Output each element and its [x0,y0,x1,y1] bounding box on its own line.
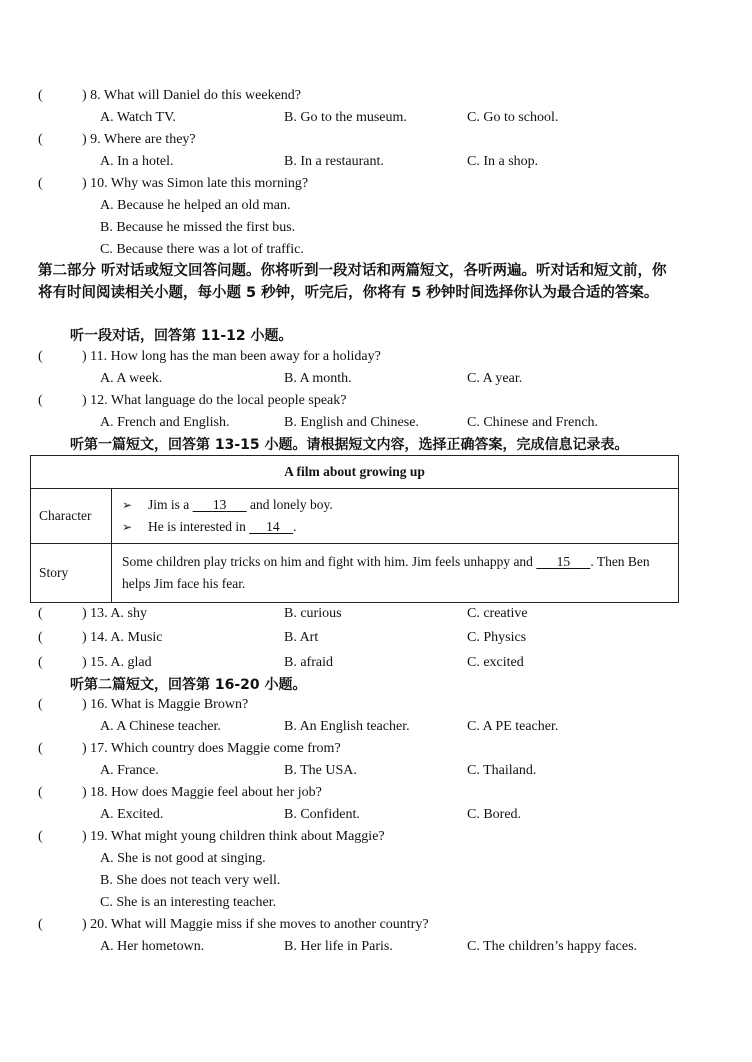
info-record-table [30,455,679,603]
question-text[interactable]: ) 14. A. Music [82,630,163,645]
question-text: ) 19. What might young children think about Maggie? [82,829,385,844]
option-c[interactable]: C. excited [467,655,524,670]
answer-bracket[interactable]: ( [38,630,43,645]
part2-heading: 第二部分 听对话或短文回答问题。你将听到一段对话和两篇短文，各听两遍。听对话和短文前，你将有时间阅读相关小题，每小题 5 秒钟，听完后，你将有 5 秒钟时间选择你认为最合适的答案。 [38,263,667,301]
option-a[interactable]: A. Her hometown. [100,939,205,954]
answer-bracket[interactable]: ( [38,829,43,844]
answer-bracket[interactable]: ( [38,132,43,147]
answer-bracket[interactable]: ( [38,785,43,800]
option-b[interactable]: B. Confident. [284,807,360,822]
option-c[interactable]: C. Because there was a lot of traffic. [100,242,304,257]
option-c[interactable]: C. Bored. [467,807,522,822]
answer-bracket[interactable]: ( [38,88,43,103]
option-c[interactable]: C. Chinese and French. [467,415,599,430]
option-c[interactable]: C. Physics [467,630,527,645]
option-b[interactable]: B. The USA. [284,763,357,778]
character-label: Character [31,489,112,544]
question-text: ) 17. Which country does Maggie come from? [82,741,341,756]
story-cell [112,544,679,603]
option-b[interactable]: B. In a restaurant. [284,154,384,169]
option-c[interactable]: C. creative [467,606,528,621]
line-text: and lonely boy. [250,497,333,512]
story-label: Story [31,544,112,603]
option-a[interactable]: A. Excited. [100,807,164,822]
character-cell [112,489,679,544]
question-text[interactable]: ) 15. A. glad [82,655,152,670]
question-text: ) 20. What will Maggie miss if she moves to another country? [82,917,429,932]
question-text: ) 9. Where are they? [82,132,196,147]
answer-bracket[interactable]: ( [38,393,43,408]
question-text: ) 10. Why was Simon late this morning? [82,176,309,191]
blank-number: 15 [556,554,571,569]
passage1-heading: 听第一篇短文，回答第 13-15 小题。请根据短文内容，选择正确答案，完成信息记录表。 [70,437,629,453]
answer-bracket[interactable]: ( [38,176,43,191]
option-c[interactable]: C. The children’s happy faces. [467,939,638,954]
blank-number: 14 [266,519,280,534]
option-b[interactable]: B. An English teacher. [284,719,410,734]
option-b[interactable]: B. curious [284,606,342,621]
blank-13[interactable] [193,494,247,516]
character-line-2 [112,516,678,538]
option-c[interactable]: C. Thailand. [467,763,537,778]
option-b[interactable]: B. Go to the museum. [284,110,407,125]
option-c[interactable]: C. Go to school. [467,110,559,125]
character-line-1 [112,494,678,516]
story-text [112,545,678,601]
option-a[interactable]: A. In a hotel. [100,154,174,169]
option-a[interactable]: A. She is not good at singing. [100,851,266,866]
line-text: . Then Ben helps Jim face his fear. [122,554,650,591]
answer-bracket[interactable]: ( [38,655,43,670]
blank-15[interactable] [536,551,590,573]
option-a[interactable]: A. France. [100,763,159,778]
answer-bracket[interactable]: ( [38,349,43,364]
arrow-bullet-icon: ➢ [122,520,133,534]
answer-bracket[interactable]: ( [38,606,43,621]
line-text: He is interested in [148,519,246,534]
question-text: ) 18. How does Maggie feel about her job? [82,785,322,800]
dialog-heading: 听一段对话，回答第 11-12 小题。 [70,328,293,344]
option-b[interactable]: B. Art [284,630,319,645]
line-text: Some children play tricks on him and fight with him. Jim feels unhappy and [122,554,533,569]
option-b[interactable]: B. English and Chinese. [284,415,419,430]
question-text: ) 8. What will Daniel do this weekend? [82,88,302,103]
question-text: ) 11. How long has the man been away for a holiday? [82,349,381,364]
passage2-heading: 听第二篇短文，回答第 16-20 小题。 [70,677,307,693]
answer-bracket[interactable]: ( [38,697,43,712]
table-title: A film about growing up [31,456,679,489]
option-b[interactable]: B. A month. [284,371,352,386]
answer-bracket[interactable]: ( [38,741,43,756]
option-c[interactable]: C. She is an interesting teacher. [100,895,277,910]
option-a[interactable]: A. French and English. [100,415,230,430]
question-text[interactable]: ) 13. A. shy [82,606,147,621]
option-b[interactable]: B. She does not teach very well. [100,873,281,888]
arrow-bullet-icon: ➢ [122,498,133,512]
option-b[interactable]: B. Because he missed the first bus. [100,220,296,235]
option-a[interactable]: A. Because he helped an old man. [100,198,291,213]
option-c[interactable]: C. A PE teacher. [467,719,559,734]
answer-bracket[interactable]: ( [38,917,43,932]
question-text: ) 12. What language do the local people speak? [82,393,347,408]
question-text: ) 16. What is Maggie Brown? [82,697,249,712]
line-text: . [293,519,297,534]
option-a[interactable]: A. A Chinese teacher. [100,719,221,734]
option-c[interactable]: C. In a shop. [467,154,539,169]
option-b[interactable]: B. Her life in Paris. [284,939,393,954]
blank-14[interactable] [249,516,293,538]
option-a[interactable]: A. A week. [100,371,163,386]
option-a[interactable]: A. Watch TV. [100,110,176,125]
option-c[interactable]: C. A year. [467,371,523,386]
blank-number: 13 [212,497,227,512]
option-b[interactable]: B. afraid [284,655,333,670]
line-text: Jim is a [148,497,190,512]
